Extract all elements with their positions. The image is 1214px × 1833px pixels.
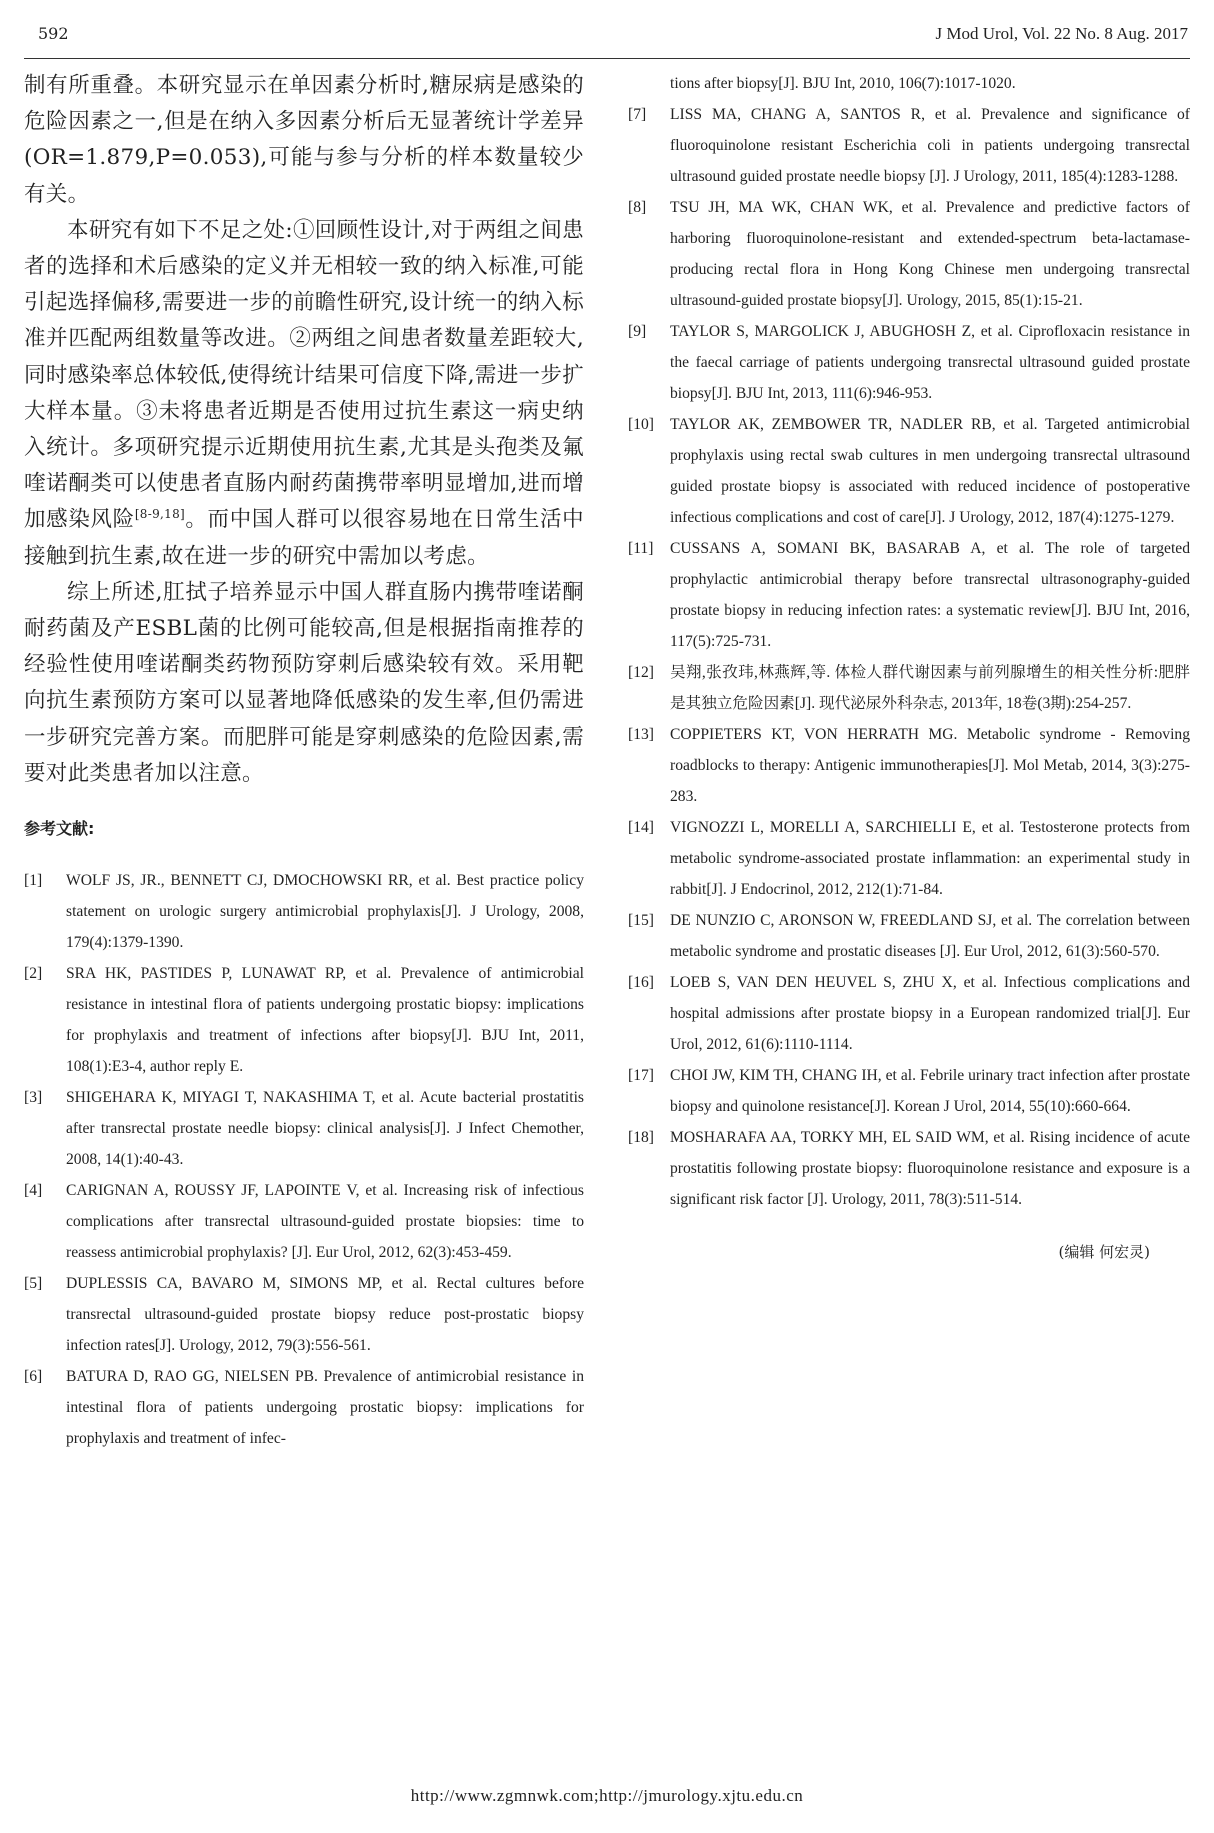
reference-item <box>628 1060 1190 1122</box>
reference-number: [10] <box>628 416 654 433</box>
reference-number: [2] <box>24 965 43 983</box>
reference-item <box>24 1361 584 1454</box>
paragraph-1: 制有所重叠。本研究显示在单因素分析时,糖尿病是感染的危险因素之一,但是在纳入多因素分析后无显著统计学差异(OR=1.879,P=0.053),可能与参与分析的样本数量较少有关。 <box>24 73 584 207</box>
reference-number: [1] <box>24 872 43 890</box>
reference-number: [17] <box>628 1067 654 1084</box>
reference-text: WOLF JS, JR., BENNETT CJ, DMOCHOWSKI RR, et al. Best practice policy statement on urologic surgery antimicrobial prophylaxis[J]. J Urology, 2008, 179(4):1379-1390. <box>66 872 584 952</box>
reference-item <box>628 99 1190 192</box>
paragraph-3: 综上所述,肛拭子培养显示中国人群直肠内携带喹诺酮耐药菌及产ESBL菌的比例可能较高,但是根据指南推荐的经验性使用喹诺酮类药物预防穿刺后感染较有效。采用靶向抗生素预防方案可以显著地降低感染的发生率,但仍需进一步研究完善方案。而肥胖可能是穿刺感染的危险因素,需要对此类患者加以注意。 <box>24 579 584 786</box>
reference-number: [13] <box>628 726 654 743</box>
reference-item <box>628 812 1190 905</box>
reference-text: SRA HK, PASTIDES P, LUNAWAT RP, et al. Prevalence of antimicrobial resistance in intestinal flora of patients undergoing prostatic biopsy: implications for prophylaxis and treatment of infections after biopsy[J]. BJU Int, 2011, 108(1):E3-4, author reply E. <box>66 965 584 1076</box>
reference-text: MOSHARAFA AA, TORKY MH, EL SAID WM, et al. Rising incidence of acute prostatitis following prostate biopsy: fluoroquinolone resistance and exposure is a significant risk factor [J]. Urology, 2011, 78(3):511-514. <box>670 1129 1190 1208</box>
reference-text: DUPLESSIS CA, BAVARO M, SIMONS MP, et al. Rectal cultures before transrectal ultrasound-guided prostate biopsy reduce post-prostatic biopsy infection rates[J]. Urology, 2012, 79(3):556-561. <box>66 1275 584 1355</box>
reference-item <box>628 1122 1190 1215</box>
reference-item <box>628 192 1190 316</box>
reference-text: CUSSANS A, SOMANI BK, BASARAB A, et al. The role of targeted prophylactic antimicrobial therapy before transrectal ultrasonography-guided prostate biopsy in reducing infection rates: a systematic review[J]. BJU Int, 2016, 117(5):725-731. <box>670 540 1190 650</box>
reference-text: 吴翔,张孜玮,林燕辉,等. 体检人群代谢因素与前列腺增生的相关性分析:肥胖是其独立危险因素[J]. 现代泌尿外科杂志, 2013年, 18卷(3期):254-257. <box>670 664 1190 712</box>
reference-item <box>628 533 1190 657</box>
reference-text: LISS MA, CHANG A, SANTOS R, et al. Prevalence and significance of fluoroquinolone resistant Escherichia coli in patients undergoing transrectal ultrasound guided prostate needle biopsy [J]. J Urology, 2011, 185(4):1283-1288. <box>670 106 1190 185</box>
reference-text: TAYLOR S, MARGOLICK J, ABUGHOSH Z, et al. Ciprofloxacin resistance in the faecal carriage of patients undergoing transrectal ultrasound guided prostate biopsy[J]. BJU Int, 2013, 111(6):946-953. <box>670 323 1190 402</box>
reference-text: BATURA D, RAO GG, NIELSEN PB. Prevalence of antimicrobial resistance in intestinal flora of patients undergoing prostatic biopsy: implications for prophylaxis and treatment of infec- <box>66 1368 584 1448</box>
reference-text: LOEB S, VAN DEN HEUVEL S, ZHU X, et al. Infectious complications and hospital admissions after prostate biopsy in a European randomized trial[J]. Eur Urol, 2012, 61(6):1110-1114. <box>670 974 1190 1053</box>
reference-item <box>628 905 1190 967</box>
reference-number: [15] <box>628 912 654 929</box>
reference-number: [7] <box>628 106 647 123</box>
reference-number: [6] <box>24 1368 43 1386</box>
reference-number: [12] <box>628 664 654 681</box>
reference-item <box>24 1082 584 1175</box>
reference-number: [5] <box>24 1275 43 1293</box>
reference-item <box>24 865 584 958</box>
paragraph-2-tail: 。而中国人群可以很容易地在日常生活中接触到抗生素,故在进一步的研究中需加以考虑。 <box>24 507 584 569</box>
citation-superscript: [8-9,18] <box>134 507 185 522</box>
reference-number: [8] <box>628 199 647 216</box>
reference-item <box>628 719 1190 812</box>
reference-number: [11] <box>628 540 654 557</box>
reference-number: [16] <box>628 974 654 991</box>
page-footer-urls: http://www.zgmnwk.com;http://jmurology.xjtu.edu.cn <box>410 1786 804 1805</box>
reference-text: DE NUNZIO C, ARONSON W, FREEDLAND SJ, et al. The correlation between metabolic syndrome and prostatic diseases [J]. Eur Urol, 2012, 61(3):560-570. <box>670 912 1190 960</box>
page-number: 592 <box>38 24 69 43</box>
references-list-left <box>24 865 584 1454</box>
reference-item <box>24 958 584 1082</box>
paragraph-2-text: 本研究有如下不足之处:①回顾性设计,对于两组之间患者的选择和术后感染的定义并无相较一致的纳入标准,可能引起选择偏移,需要进一步的前瞻性研究,设计统一的纳入标准并匹配两组数量等改进。②两组之间患者数量差距较大,同时感染率总体较低,使得统计结果可信度下降,需进一步扩大样本量。③未将患者近期是否使用过抗生素这一病史纳入统计。多项研究提示近期使用抗生素,尤其是头孢类及氟喹诺酮类可以使患者直肠内耐药菌携带率明显增加,进而增加感染风险 <box>24 217 584 533</box>
right-column <box>628 68 1190 1262</box>
reference-text: SHIGEHARA K, MIYAGI T, NAKASHIMA T, et al. Acute bacterial prostatitis after transrectal prostate needle biopsy: clinical analysis[J]. J Infect Chemother, 2008, 14(1):40-43. <box>66 1089 584 1169</box>
reference-text: COPPIETERS KT, VON HERRATH MG. Metabolic syndrome - Removing roadblocks to therapy: Antigenic immunotherapies[J]. Mol Metab, 2014, 3(3):275-283. <box>670 726 1190 805</box>
journal-citation: J Mod Urol, Vol. 22 No. 8 Aug. 2017 <box>935 24 1188 43</box>
editor-credit: (编辑 何宏灵) <box>1058 1243 1150 1261</box>
reference-number: [14] <box>628 819 654 836</box>
reference-item <box>24 1175 584 1268</box>
reference-item <box>628 409 1190 533</box>
left-column <box>24 68 584 1454</box>
reference-continuation: tions after biopsy[J]. BJU Int, 2010, 106(7):1017-1020. <box>670 75 1016 92</box>
reference-item <box>628 316 1190 409</box>
reference-text: CHOI JW, KIM TH, CHANG IH, et al. Febrile urinary tract infection after prostate biopsy and quinolone resistance[J]. Korean J Urol, 2014, 55(10):660-664. <box>670 1067 1190 1115</box>
body-text <box>24 68 584 792</box>
reference-number: [9] <box>628 323 647 340</box>
paragraph-2 <box>24 213 584 575</box>
reference-text: CARIGNAN A, ROUSSY JF, LAPOINTE V, et al. Increasing risk of infectious complications after transrectal ultrasound-guided prostate biopsies: time to reassess antimicrobial prophylaxis? [J]. Eur Urol, 2012, 62(3):453-459. <box>66 1182 584 1262</box>
reference-item <box>628 967 1190 1060</box>
reference-number: [18] <box>628 1129 654 1146</box>
page-header <box>24 18 1190 59</box>
reference-item <box>628 657 1190 719</box>
reference-text: VIGNOZZI L, MORELLI A, SARCHIELLI E, et al. Testosterone protects from metabolic syndrome-associated prostate inflammation: an experimental study in rabbit[J]. J Endocrinol, 2012, 212(1):71-84. <box>670 819 1190 898</box>
reference-number: [4] <box>24 1182 43 1200</box>
references-heading: 参考文献: <box>24 819 95 839</box>
reference-text: TAYLOR AK, ZEMBOWER TR, NADLER RB, et al. Targeted antimicrobial prophylaxis using rectal swab cultures in men undergoing transrectal ultrasound guided prostate biopsy is associated with reduced incidence of postoperative infectious complications and cost of care[J]. J Urology, 2012, 187(4):1275-1279. <box>670 416 1190 526</box>
reference-item <box>24 1268 584 1361</box>
reference-number: [3] <box>24 1089 43 1107</box>
reference-text: TSU JH, MA WK, CHAN WK, et al. Prevalence and predictive factors of harboring fluoroquinolone-resistant and extended-spectrum beta-lactamase-producing rectal flora in Hong Kong Chinese men undergoing transrectal ultrasound-guided prostate biopsy[J]. Urology, 2015, 85(1):15-21. <box>670 199 1190 309</box>
references-list-right <box>628 99 1190 1215</box>
